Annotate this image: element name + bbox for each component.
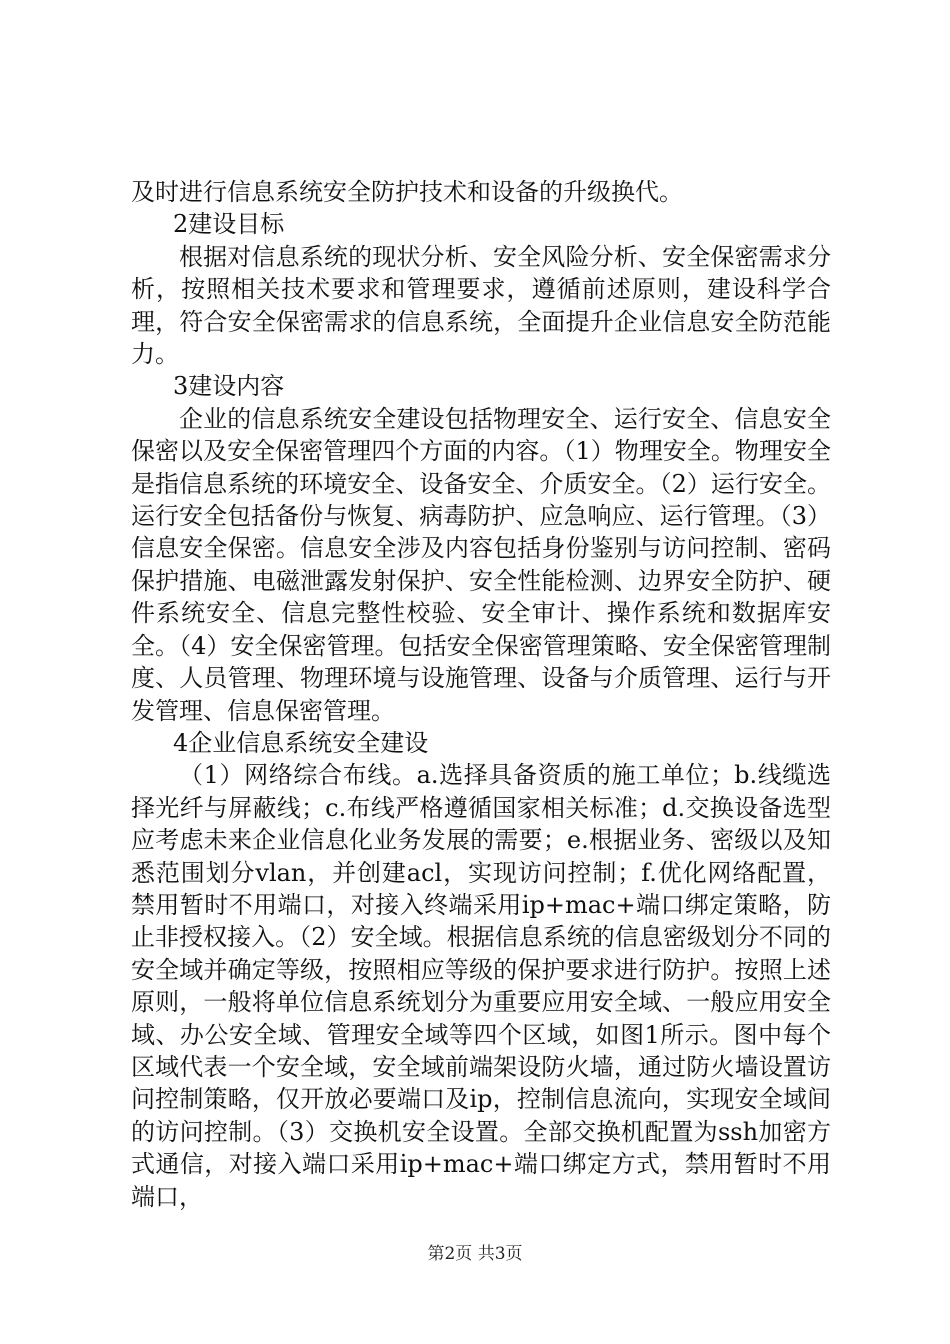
paragraph-content: 企业的信息系统安全建设包括物理安全、运行安全、信息安全保密以及安全保密管理四个方面的内容。（1）物理安全。物理安全是指信息系统的环境安全、设备安全、介质安全。（2）运行安全。运行安全包括备份与恢复、病毒防护、应急响应、运行管理。（3）信息安全保密。信息安全涉及内容包括身份鉴别与访问控制、密码保护措施、电磁泄露发射保护、安全性能检测、边界安全防护、硬件系统安全、信息完整性校验、安全审计、操作系统和数据库安全。（4）安全保密管理。包括安全保密管理策略、安全保密管理制度、人员管理、物理环境与设施管理、设备与介质管理、运行与开发管理、信息保密管理。: [131, 404, 831, 725]
document-body: [131, 176, 831, 1213]
heading-construction-content: 3建设内容: [173, 372, 285, 401]
paragraph-enterprise-security: （1）网络综合布线。a.选择具备资质的施工单位；b.线缆选择光纤与屏蔽线；c.布线严格遵循国家相关标准；d.交换设备选型应考虑未来企业信息化业务发展的需要；e.根据业务、密级以及知悉范围划分vlan，并创建acl，实现访问控制；f.优化网络配置，禁用暂时不用端口，对接入终端采用ip+mac+端口绑定策略，防止非授权接入。（2）安全域。根据信息系统的信息密级划分不同的安全域并确定等级，按照相应等级的保护要求进行防护。按照上述原则，一般将单位信息系统划分为重要应用安全域、一般应用安全域、办公安全域、管理安全域等四个区域，如图1所示。图中每个区域代表一个安全域，安全域前端架设防火墙，通过防火墙设置访问控制策略，仅开放必要端口及ip，控制信息流向，实现安全域间的访问控制。（3）交换机安全设置。全部交换机配置为ssh加密方式通信，对接入端口采用ip+mac+端口绑定方式，禁用暂时不用端口，: [131, 761, 831, 1211]
heading-enterprise-security: 4企业信息系统安全建设: [173, 728, 429, 757]
paragraph-upgrade: 及时进行信息系统安全防护技术和设备的升级换代。: [131, 178, 683, 206]
page-number: 第2页 共3页: [427, 1244, 523, 1264]
paragraph-goals: 根据对信息系统的现状分析、安全风险分析、安全保密需求分析，按照相关技术要求和管理要求，遵循前述原则，建设科学合理，符合安全保密需求的信息系统，全面提升企业信息安全防范能力。: [131, 242, 831, 369]
heading-construction-goals: 2建设目标: [173, 210, 285, 239]
